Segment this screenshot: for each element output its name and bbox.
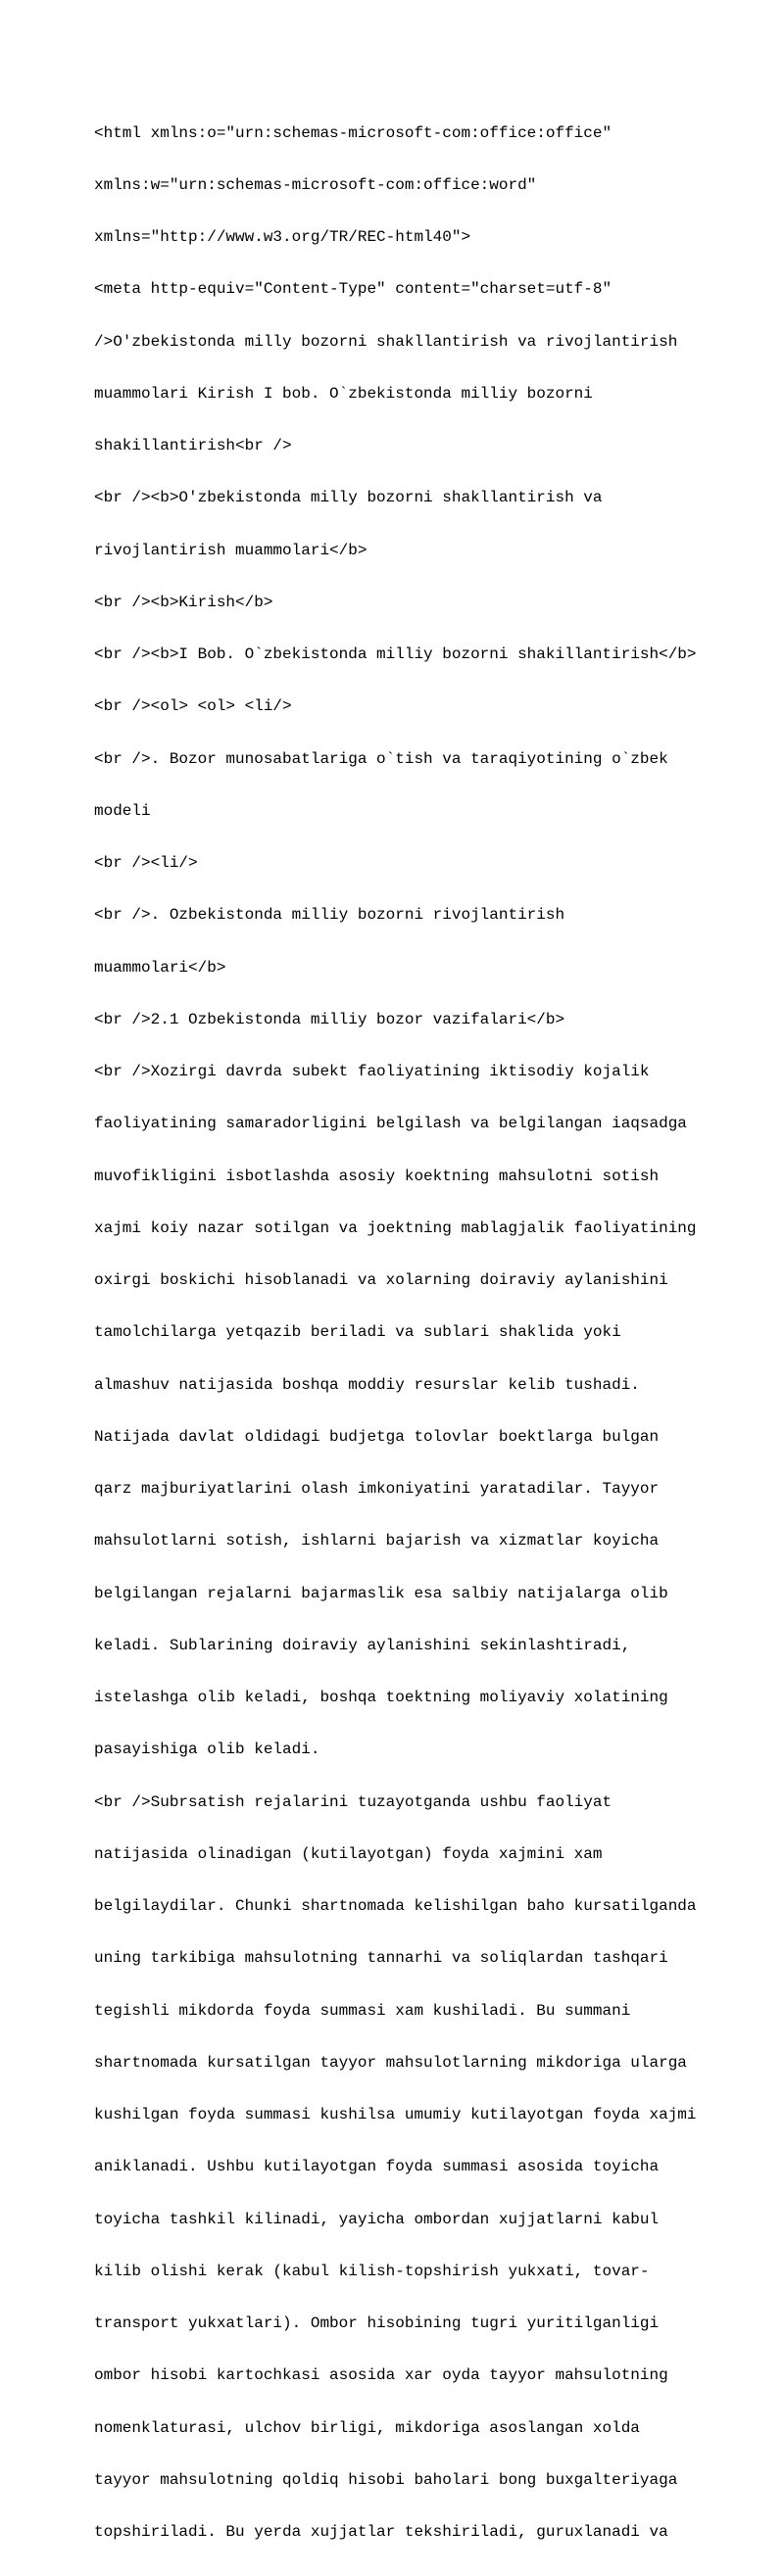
- text-line: xmlns="http://www.w3.org/TR/REC-html40">: [94, 228, 471, 246]
- text-line: <br />2.1 Ozbekistonda milliy bozor vazifalari</b>: [94, 1010, 565, 1028]
- text-line: <meta http-equiv="Content-Type" content="charset=utf-8": [94, 280, 612, 299]
- text-line: belgilangan rejalarni bajarmaslik esa salbiy natijalarga olib: [94, 1584, 668, 1602]
- text-line: uning tarkibiga mahsulotning tannarhi va soliqlardan tashqari: [94, 1949, 668, 1968]
- text-line: xajmi koiy nazar sotilgan va joektning mablagjalik faoliyatining: [94, 1218, 697, 1237]
- text-line: modeli: [94, 801, 151, 820]
- text-line: tegishli mikdorda foyda summasi xam kushiladi. Bu summani: [94, 2001, 631, 2020]
- text-line: <br />. Bozor munosabatlariga o`tish va taraqiyotining o`zbek: [94, 749, 668, 768]
- text-line: <br /><li/>: [94, 854, 198, 872]
- text-line: <br /><b>I Bob. O`zbekistonda milliy bozorni shakillantirish</b>: [94, 645, 697, 663]
- text-line: topshiriladi. Bu yerda xujjatlar tekshiriladi, guruxlanadi va: [94, 2523, 668, 2541]
- text-line: shartnomada kursatilgan tayyor mahsulotlarning mikdoriga ularga: [94, 2053, 687, 2072]
- text-line: <br /><b>Kirish</b>: [94, 593, 273, 611]
- text-line: aniklanadi. Ushbu kutilayotgan foyda summasi asosida toyicha: [94, 2158, 660, 2176]
- text-line: xmlns:w="urn:schemas-microsoft-com:office:word": [94, 175, 537, 194]
- text-line: <br />Xozirgi davrda subekt faoliyatining iktisodiy kojalik: [94, 1063, 650, 1080]
- text-line: Natijada davlat oldidagi budjetga tolovlar boektlarga bulgan: [94, 1427, 660, 1446]
- text-line: <br /><ol> <ol> <li/>: [94, 697, 292, 716]
- text-line: tamolchilarga yetqazib beriladi va sublari shaklida yoki: [94, 1323, 621, 1342]
- text-line: natijasida olinadigan (kutilayotgan) foyda xajmini xam: [94, 1844, 603, 1863]
- text-line: keladi. Sublarining doiraviy aylanishini sekinlashtiradi,: [94, 1636, 631, 1654]
- text-line: <br />Subrsatish rejalarini tuzayotganda ushbu faoliyat: [94, 1792, 612, 1811]
- text-line: mahsulotlarni sotish, ishlarni bajarish va xizmatlar koyicha: [94, 1532, 660, 1550]
- text-line: <br /><b>O'zbekistonda milly bozorni shakllantirish va: [94, 489, 603, 507]
- text-line: toyicha tashkil kilinadi, yayicha ombordan xujjatlarni kabul: [94, 2210, 660, 2228]
- text-line: ombor hisobi kartochkasi asosida xar oyda tayyor mahsulotning: [94, 2366, 668, 2385]
- document-text: [94, 90, 721, 2576]
- text-line: tayyor mahsulotning qoldiq hisobi baholari bong buxgalteriyaga: [94, 2470, 678, 2489]
- text-line: pasayishiga olib keladi.: [94, 1741, 320, 1759]
- text-line: almashuv natijasida boshqa moddiy resurslar kelib tushadi.: [94, 1375, 640, 1394]
- text-line: faoliyatining samaradorligini belgilash va belgilangan iaqsadga: [94, 1115, 687, 1133]
- text-line: kushilgan foyda summasi kushilsa umumiy kutilayotgan foyda xajmi: [94, 2106, 697, 2123]
- text-line: istelashga olib keladi, boshqa toektning moliyaviy xolatining: [94, 1689, 668, 1706]
- text-line: rivojlantirish muammolari</b>: [94, 541, 368, 559]
- text-line: <br />. Ozbekistonda milliy bozorni rivojlantirish: [94, 906, 565, 925]
- text-line: muvofikligini isbotlashda asosiy koektning mahsulotni sotish: [94, 1167, 660, 1185]
- text-line: <html xmlns:o="urn:schemas-microsoft-com:office:office": [94, 123, 612, 142]
- text-line: qarz majburiyatlarini olash imkoniyatini yaratadilar. Tayyor: [94, 1480, 660, 1498]
- text-line: oxirgi boskichi hisoblanadi va xolarning doiraviy aylanishini: [94, 1271, 668, 1289]
- text-line: />O'zbekistonda milly bozorni shakllantirish va rivojlantirish: [94, 332, 678, 351]
- text-line: belgilaydilar. Chunki shartnomada kelishilgan baho kursatilganda: [94, 1897, 697, 1915]
- text-line: shakillantirish<br />: [94, 437, 292, 454]
- text-line: kilib olishi kerak (kabul kilish-topshirish yukxati, tovar-: [94, 2262, 650, 2280]
- text-line: nomenklaturasi, ulchov birligi, mikdoriga asoslangan xolda: [94, 2418, 640, 2437]
- text-line: transport yukxatlari). Ombor hisobining tugri yuritilganligi: [94, 2314, 660, 2332]
- text-line: muammolari Kirish I bob. O`zbekistonda milliy bozorni: [94, 384, 593, 403]
- text-line: muammolari</b>: [94, 958, 226, 977]
